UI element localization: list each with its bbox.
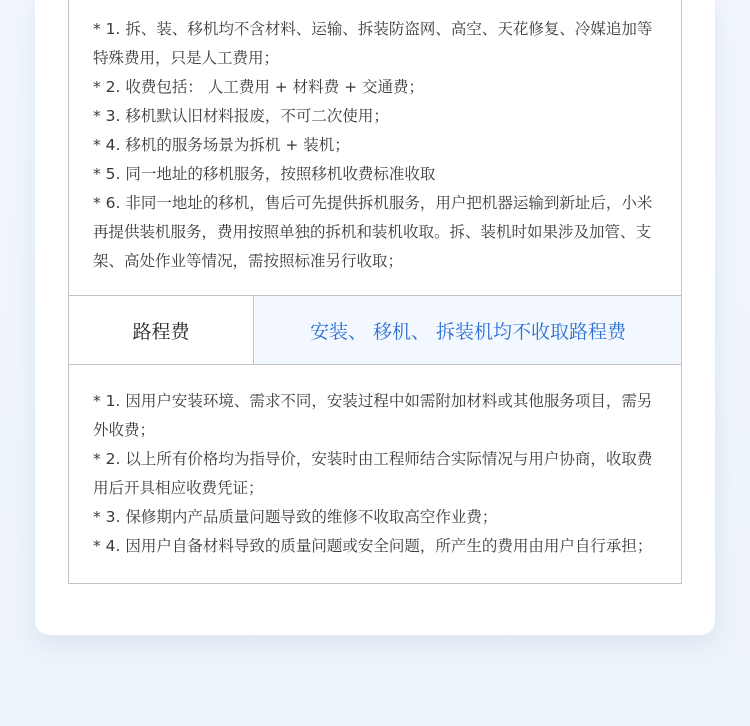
top-notes-section	[69, 0, 681, 296]
bottom-notes-section	[69, 365, 681, 583]
travel-fee-value: 安装、 移机、 拆装机均不收取路程费	[255, 296, 681, 364]
note-item: * 4. 因用户自备材料导致的质量问题或安全问题，所产生的费用由用户自行承担；	[93, 537, 653, 555]
note-item: * 1. 因用户安装环境、需求不同，安装过程中如需附加材料或其他服务项目，需另外收费；	[93, 392, 653, 439]
note-item: * 3. 移机默认旧材料报废，不可二次使用；	[93, 107, 389, 125]
travel-fee-row	[69, 296, 681, 365]
note-item: * 3. 保修期内产品质量问题导致的维修不收取高空作业费；	[93, 508, 498, 526]
travel-fee-label: 路程费	[69, 296, 254, 364]
note-item: * 6. 非同一地址的移机，售后可先提供拆机服务，用户把机器运输到新址后，小米再提供装机服务，费用按照单独的拆机和装机收取。拆、装机时如果涉及加管、支架、高处作业等情况，需按照标准另行收取；	[93, 194, 653, 270]
note-item: * 2. 收费包括： 人工费用 + 材料费 + 交通费；	[93, 78, 425, 96]
fee-table	[68, 0, 682, 584]
note-item: * 5. 同一地址的移机服务，按照移机收费标准收取	[93, 165, 436, 183]
note-item: * 4. 移机的服务场景为拆机 + 装机；	[93, 136, 350, 154]
note-item: * 2. 以上所有价格均为指导价，安装时由工程师结合实际情况与用户协商，收取费用后开具相应收费凭证；	[93, 450, 653, 497]
note-item: * 1. 拆、装、移机均不含材料、运输、拆装防盗网、高空、天花修复、冷媒追加等特殊费用，只是人工费用；	[93, 20, 653, 67]
